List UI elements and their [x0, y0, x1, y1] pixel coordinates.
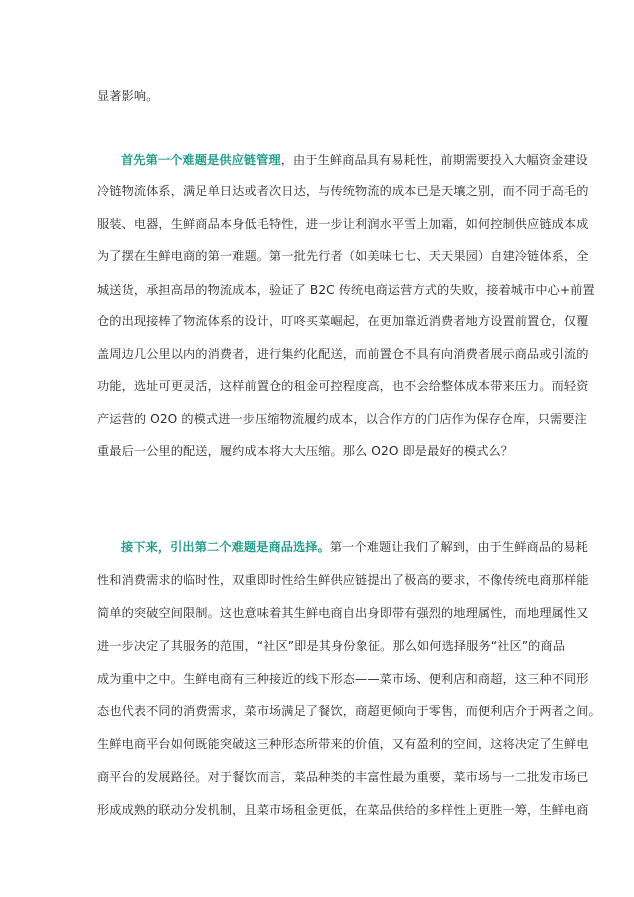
- text-line: [97, 378, 589, 394]
- text-run: 功能，选址可更灵活，这样前置仓的租金可控程度高，也不会给整体成本带来压力。而轻资: [97, 379, 589, 393]
- text-run: 商平台的发展路径。对于餐饮而言，菜品种类的丰富性最为重要，菜市场与一二批发市场已: [97, 770, 589, 784]
- text-run: 成为重中之中。生鲜电商有三种接近的线下形态——菜市场、便利店和商超，这三种不同形: [97, 672, 589, 686]
- text-run: 仓的出现接棒了物流体系的设计，叮咚买菜崛起，在更加靠近消费者地方设置前置仓，仅覆: [97, 314, 589, 328]
- text-run: 产运营的 O2O 的模式进一步压缩物流履约成本，以合作方的门店作为保存仓库，只需要注: [97, 412, 587, 426]
- text-run: 态也代表不同的消费需求，菜市场满足了餐饮，商超更倾向于零售，而便利店介于两者之间。: [97, 704, 601, 718]
- text-line: [97, 671, 589, 687]
- text-run: 服装、电器，生鲜商品本身低毛特性，进一步让利润水平雪上加霜，如何控制供应链成本成: [97, 217, 589, 231]
- text-run: 进一步决定了其服务的范围，“社区”即是其身份象征。那么如何选择服务“社区”的商品: [97, 639, 566, 653]
- text-line: [97, 216, 589, 232]
- text-line: [97, 638, 565, 654]
- text-run: ，由于生鲜商品具有易耗性，前期需要投入大幅资金建设: [280, 153, 588, 167]
- text-line: [97, 802, 589, 818]
- text-run: 显著影响。: [97, 89, 159, 103]
- text-line: [97, 703, 601, 719]
- text-line: [97, 443, 513, 459]
- text-line: [97, 248, 589, 264]
- text-run: 重最后一公里的配送，履约成本将大大压缩。那么 O2O 即是最好的模式么？: [97, 444, 514, 458]
- text-line: [97, 736, 589, 752]
- text-line: [97, 572, 589, 588]
- text-run: 简单的突破空间限制。这也意味着其生鲜电商自出身即带有强烈的地理属性，而地理属性又: [97, 606, 589, 620]
- text-line: [97, 411, 587, 427]
- text-line: [97, 769, 589, 785]
- text-line: [97, 346, 589, 362]
- text-line: [97, 605, 589, 621]
- text-run: 性和消费需求的临时性，双重即时性给生鲜供应链提出了极高的要求，不像传统电商那样能: [97, 573, 589, 587]
- text-line: [97, 88, 158, 104]
- text-line: [121, 152, 588, 168]
- text-run: 城送货，承担高昂的物流成本，验证了 B2C 传统电商运营方式的失败，接着城市中心+前置: [97, 283, 595, 297]
- text-run: 盖周边几公里以内的消费者，进行集约化配送，而前置仓不具有向消费者展示商品或引流的: [97, 347, 589, 361]
- text-run: 生鲜电商平台如何既能突破这三种形态所带来的价值，又有盈利的空间，这将决定了生鲜电: [97, 737, 589, 751]
- highlight-heading: 接下来，引出第二个难题是商品选择。: [121, 540, 330, 554]
- text-line: [97, 313, 589, 329]
- text-line: [97, 183, 589, 199]
- text-run: 形成成熟的联动分发机制，且菜市场租金更低，在菜品供给的多样性上更胜一筹，生鲜电商: [97, 803, 589, 817]
- text-run: 第一个难题让我们了解到，由于生鲜商品的易耗: [329, 540, 588, 554]
- text-run: 为了摆在生鲜电商的第一难题。第一批先行者（如美味七七、天天果园）自建冷链体系，全: [97, 249, 589, 263]
- text-line: [121, 539, 588, 555]
- highlight-heading: 首先第一个难题是供应链管理: [121, 153, 281, 167]
- text-line: [97, 282, 595, 298]
- text-run: 冷链物流体系，满足单日达或者次日达，与传统物流的成本已是天壤之别，而不同于高毛的: [97, 184, 589, 198]
